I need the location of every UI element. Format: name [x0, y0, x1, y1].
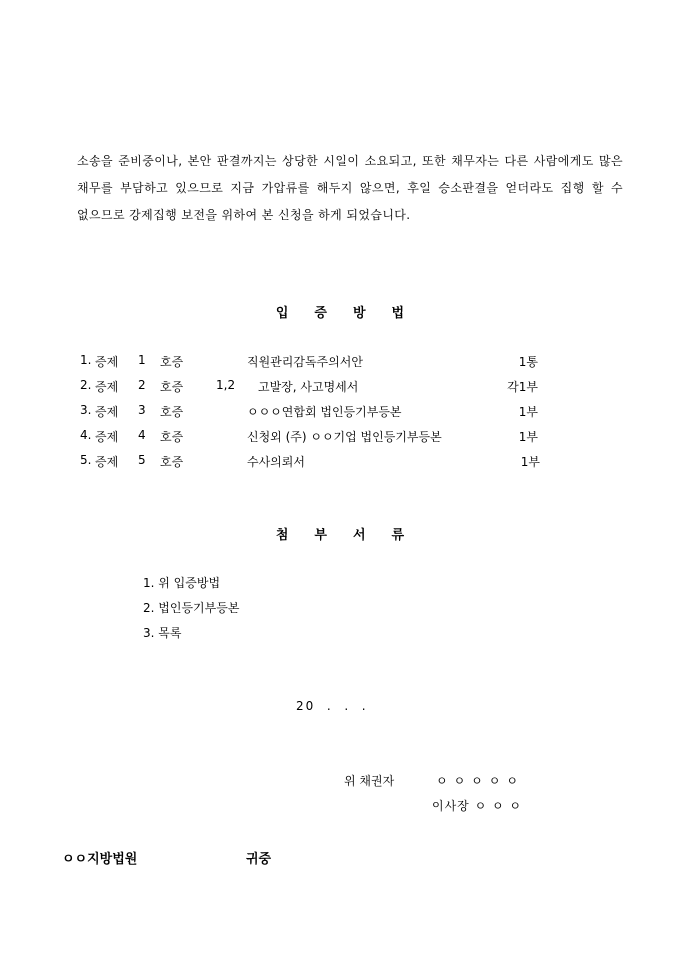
evidence-ho: 호증 — [160, 455, 184, 469]
evidence-quantity: 1통 — [518, 355, 538, 369]
evidence-quantity: 1부 — [518, 430, 538, 444]
evidence-number: 1. — [80, 353, 92, 367]
attachment-item: 2. 법인등기부등본 — [143, 601, 240, 615]
evidence-row — [80, 453, 540, 475]
evidence-ho: 호증 — [160, 355, 184, 369]
evidence-document: ㅇㅇㅇ연합회 법인등기부등본 — [247, 405, 402, 419]
evidence-document: 신청외 (주) ㅇㅇ기업 법인등기부등본 — [247, 430, 442, 444]
evidence-index: 4 — [138, 428, 146, 442]
evidence-sub: 1,2 — [216, 378, 236, 392]
attachments-heading: 첨부서류 — [275, 528, 431, 543]
evidence-ho: 호증 — [160, 380, 184, 394]
evidence-number: 5. — [80, 453, 92, 467]
evidence-label: 증제 — [95, 380, 119, 394]
evidence-index: 5 — [138, 453, 146, 467]
evidence-heading: 입증방법 — [275, 306, 431, 321]
creditor-label: 위 채권자 — [344, 774, 395, 788]
evidence-ho: 호증 — [160, 405, 184, 419]
evidence-document: 고발장, 사고명세서 — [258, 380, 359, 394]
evidence-label: 증제 — [95, 430, 119, 444]
attachment-item: 3. 목록 — [143, 626, 182, 640]
evidence-index: 3 — [138, 403, 146, 417]
evidence-index: 2 — [138, 378, 146, 392]
evidence-number: 4. — [80, 428, 92, 442]
court-suffix: 귀중 — [246, 852, 272, 867]
creditor-representative: 이사장 ㅇ ㅇ ㅇ — [432, 799, 522, 813]
body-paragraph: 소송을 준비중이나, 본안 판결까지는 상당한 시일이 소요되고, 또한 채무자는 다른 사람에게도 많은 채무를 부담하고 있으므로 지금 가압류를 해두지 않으면, 후일 승소판결을 얻더라도 집행 할 수 없으므로 강제집행 보전을 위하여 본 신청을 하게 되었습니다. — [77, 154, 623, 222]
evidence-label: 증제 — [95, 405, 119, 419]
evidence-row — [80, 403, 540, 425]
evidence-quantity: 1부 — [520, 455, 540, 469]
evidence-label: 증제 — [95, 455, 119, 469]
evidence-label: 증제 — [95, 355, 119, 369]
evidence-quantity: 각1부 — [507, 380, 538, 394]
creditor-name: ㅇㅇㅇㅇㅇ — [436, 774, 524, 788]
filing-date: 20 . . . — [296, 699, 368, 713]
evidence-row — [80, 378, 540, 400]
evidence-row — [80, 353, 540, 375]
evidence-number: 3. — [80, 403, 92, 417]
evidence-document: 수사의뢰서 — [247, 455, 305, 469]
evidence-ho: 호증 — [160, 430, 184, 444]
court-name: ㅇㅇ지방법원 — [62, 852, 138, 867]
evidence-number: 2. — [80, 378, 92, 392]
evidence-quantity: 1부 — [518, 405, 538, 419]
attachment-item: 1. 위 입증방법 — [143, 576, 221, 590]
evidence-document: 직원관리감독주의서안 — [247, 355, 363, 369]
evidence-index: 1 — [138, 353, 146, 367]
evidence-row — [80, 428, 540, 450]
